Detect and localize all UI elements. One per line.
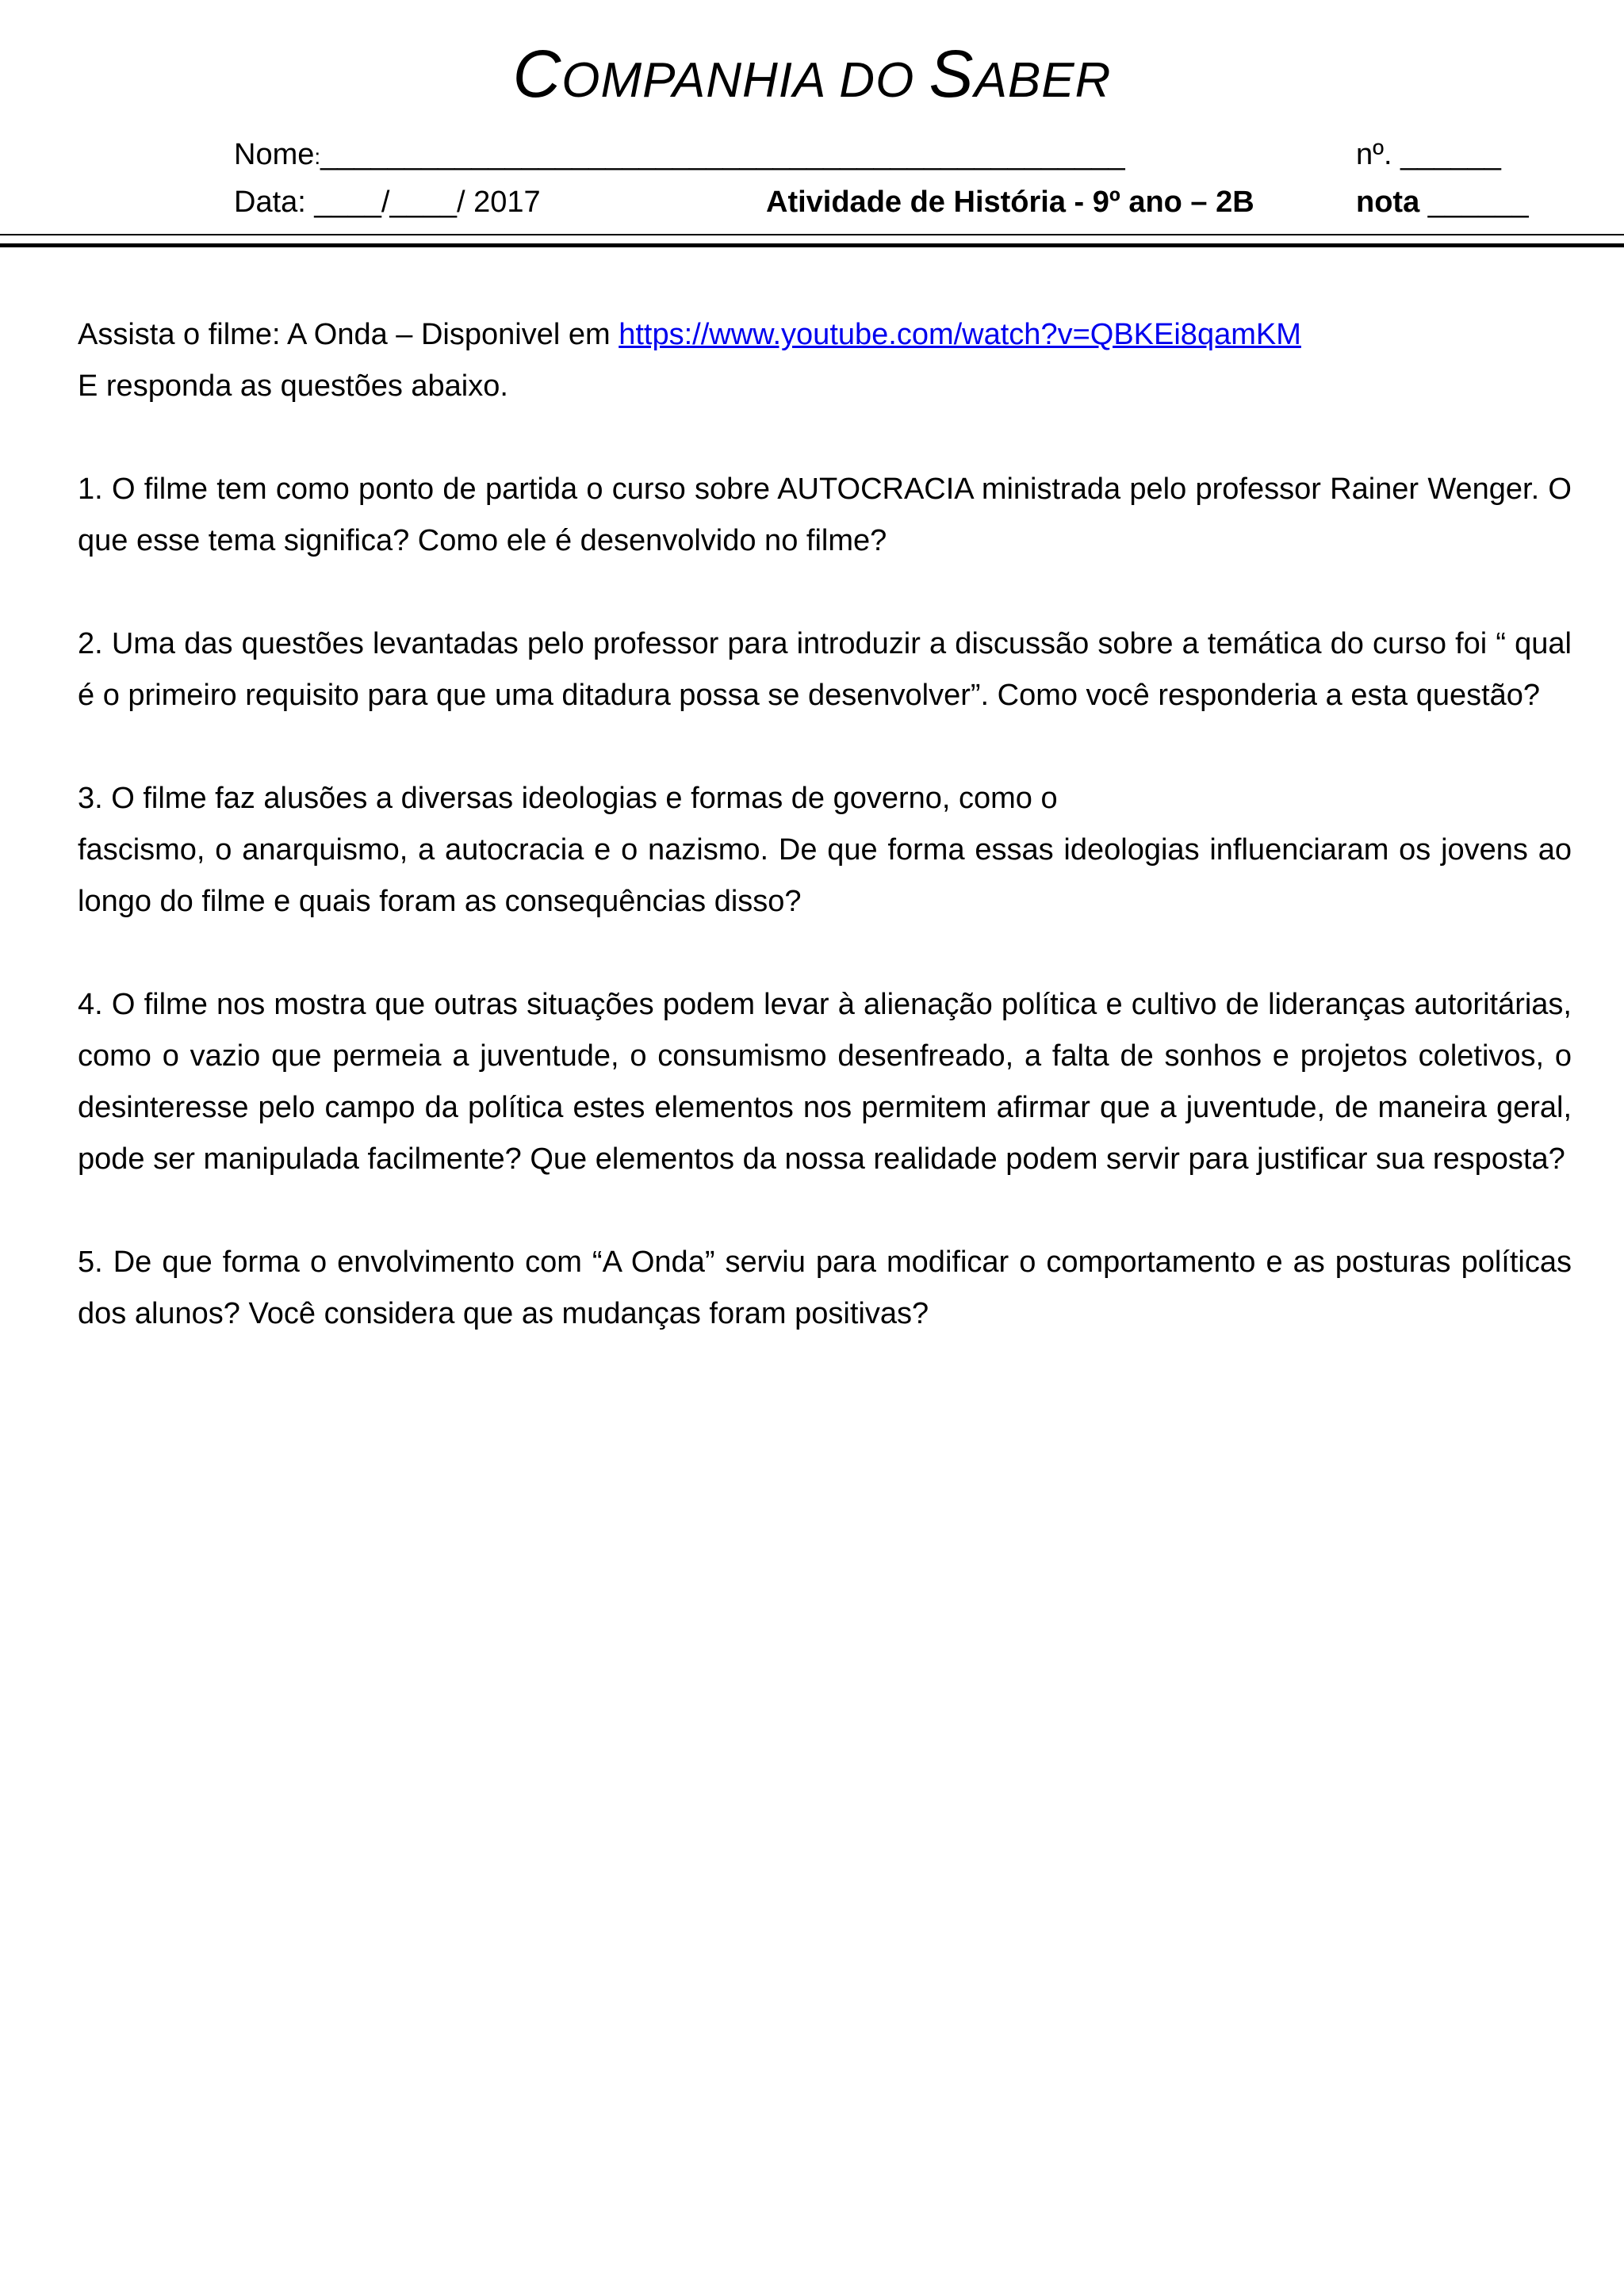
question-3-first-line: 3. O filme faz alusões a diversas ideologias e formas de governo, como o xyxy=(78,782,1058,815)
nota-label: nota xyxy=(1356,186,1420,219)
question-1: 1. O filme tem como ponto de partida o curso sobre AUTOCRACIA ministrada pelo professor Rainer Wenger. O que esse tema significa? Como ele é desenvolvido no filme? xyxy=(78,473,1572,557)
video-link[interactable]: https://www.youtube.com/watch?v=QBKEi8qamKM xyxy=(619,318,1301,351)
nota-field xyxy=(1356,184,1529,220)
page-title: COMPANHIA DO SABER xyxy=(512,36,1112,111)
intro-line: Assista o filme: A Onda – Disponivel em https://www.youtube.com/watch?v=QBKEi8qamKM xyxy=(78,318,1301,351)
header-divider-thin xyxy=(0,234,1624,235)
nota-blank: ______ xyxy=(1419,186,1529,219)
data-field: Data: ____/____/ 2017 xyxy=(234,186,541,219)
numero-field: nº. ______ xyxy=(1356,138,1501,171)
question-3-continuation: fascismo, o anarquismo, a autocracia e o nazismo. De que forma essas ideologias influenciaram os jovens ao longo do filme e quais foram as consequências disso? xyxy=(78,833,1572,918)
activity-label: Atividade de História - 9º ano – 2B xyxy=(766,186,1254,219)
question-4: 4. O filme nos mostra que outras situações podem levar à alienação política e cultivo de lideranças autoritárias, como o vazio que permeia a juventude, o consumismo desenfreado, a falta de sonhos e projetos coletivos, o desinteresse pelo campo da política estes elementos nos permitem afirmar que a juventude, de maneira geral, pode ser manipulada facilmente? Que elementos da nossa realidade podem servir para justificar sua resposta? xyxy=(78,988,1572,1176)
question-5: 5. De que forma o envolvimento com “A Onda” serviu para modificar o comportamento e as posturas políticas dos alunos? Você considera que as mudanças foram positivas? xyxy=(78,1246,1572,1330)
nome-blank: ________________________________________________ xyxy=(320,138,1125,171)
intro-instruction: E responda as questões abaixo. xyxy=(78,369,508,403)
nome-label: Nome xyxy=(234,138,315,171)
nome-field: Nome:________________________________________________ xyxy=(234,138,1125,171)
header-divider-thick xyxy=(0,243,1624,247)
document-body xyxy=(78,309,1572,1340)
question-2: 2. Uma das questões levantadas pelo professor para introduzir a discussão sobre a temática do curso foi “ qual é o primeiro requisito para que uma ditadura possa se desenvolver”. Como você responderia a esta questão? xyxy=(78,627,1572,712)
